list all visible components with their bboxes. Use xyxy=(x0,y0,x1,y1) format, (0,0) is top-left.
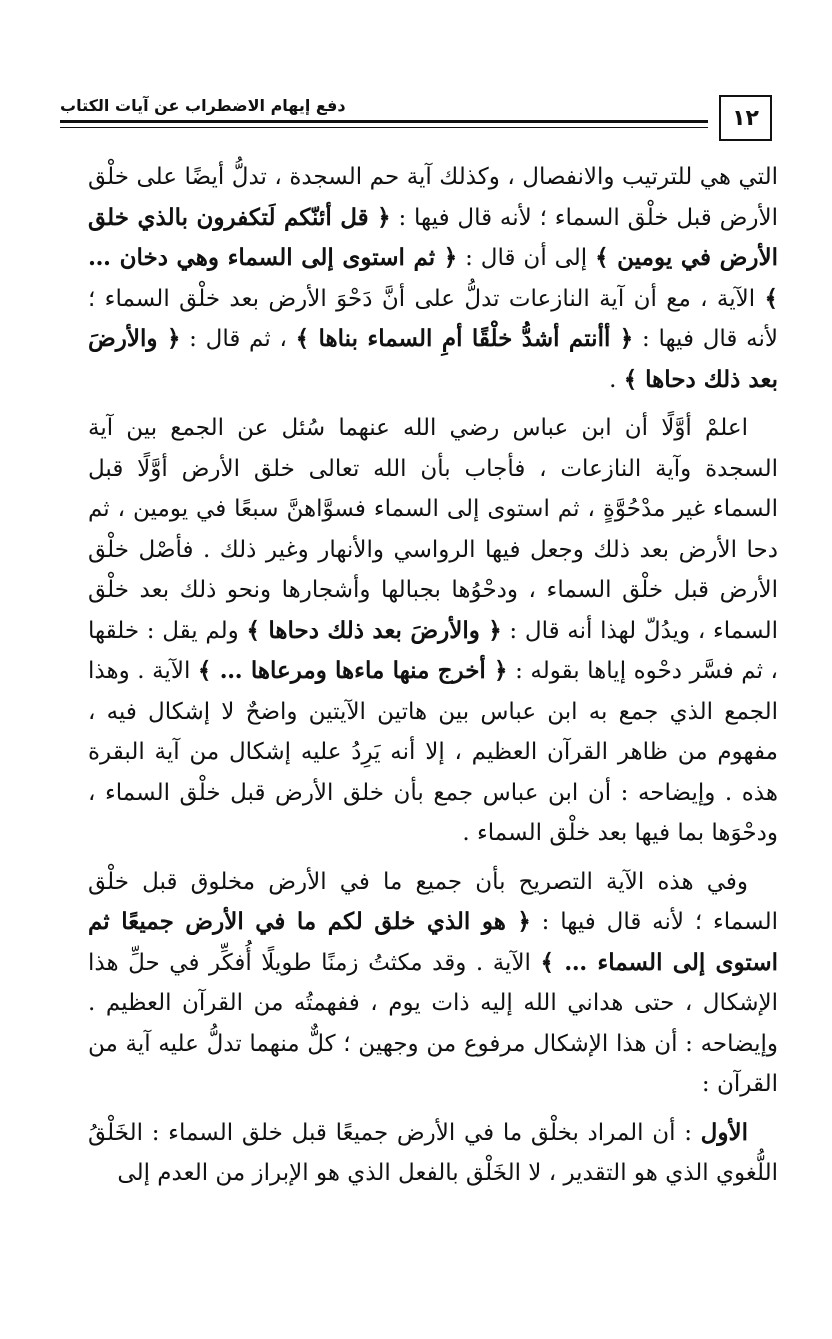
text-segment: اعلمْ أوَّلًا أن ابن عباس رضي الله عنهما سُئل عن الجمع بين آية السجدة وآية النازعات ، فأجاب بأن الله تعالى خلق الأرض أوَّلًا قبل السماء غير مدْحُوَّةٍ ، ثم استوى إلى السماء فسوَّاهنَّ سبعًا في يومين ، ثم دحا الأرض بعد ذلك وجعل فيها الرواسي والأنهار وغير ذلك . فأصْل خلْق الأرض قبل خلْق السماء ، ودحْوُها بجبالها وأشجارها ونحو ذلك بعد خلْق السماء ، ويدُلّ لهذا أنه قال : xyxy=(88,415,778,644)
text-segment: الآية ، مع أن آية النازعات تدلُّ على أنَّ دَحْوَ الأرض بعد خلْق السماء ؛ لأنه قال فيها : xyxy=(88,285,778,352)
text-segment: . xyxy=(609,366,624,393)
quran-verse: ﴿ ثم استوى إلى السماء وهي دخان … ﴾ xyxy=(88,244,778,312)
text-segment: إلى أن قال : xyxy=(457,245,596,271)
header-rule-thin xyxy=(60,127,708,128)
header-rule-thick xyxy=(60,120,708,123)
running-title: دفع إيهام الاضطراب عن آيات الكتاب xyxy=(60,96,346,115)
text-segment: الآية . وهذا الجمع الذي جمع به ابن عباس بين هاتين الآيتين واضحٌ لا إشكال فيه ، مفهوم من ظاهر القرآن العظيم ، إلا أنه يَرِدُ عليه إشكال من آية البقرة هذه . وإيضاحه : أن ابن عباس جمع بأن خلق الأرض قبل خلْق السماء ، ودحْوَها بما فيها بعد خلْق السماء . xyxy=(88,658,778,846)
quran-verse: ﴿ أخرج منها ماءها ومرعاها … ﴾ xyxy=(197,657,508,684)
text-segment: التي هي للترتيب والانفصال ، وكذلك آية حم السجدة ، تدلُّ أيضًا على خلْق الأرض قبل خلْق السماء ؛ لأنه قال فيها : xyxy=(88,164,778,231)
quran-verse: ﴿ هو الذي خلق لكم ما في الأرض جميعًا ثم استوى إلى السماء … ﴾ xyxy=(88,908,778,976)
text-segment: الآية . وقد مكثتُ زمنًا طويلًا أُفكِّر في حلِّ هذا الإشكال ، حتى هداني الله إليه ذات يوم ، ففهمتُه من القرآن العظيم . وإيضاحه : أن هذا الإشكال مرفوع من وجهين ؛ كلٌّ منهما تدلُّ عليه آية من القرآن : xyxy=(88,949,778,1097)
section-heading-first: الأول xyxy=(700,1118,748,1146)
paragraph-1 xyxy=(88,157,778,400)
text-segment: ولم يقل : خلقها ، ثم فسَّر دحْوه إياها بقوله : xyxy=(88,617,778,684)
page-number: ١٢ xyxy=(719,95,772,141)
text-segment: : أن المراد بخلْق ما في الأرض جميعًا قبل خلق السماء : الخَلْقُ اللُّغوي الذي هو التقدير ، لا الخَلْق بالفعل الذي هو الإبراز من العدم إلى xyxy=(88,1119,778,1186)
text-segment: وفي هذه الآية التصريح بأن جميع ما في الأرض مخلوق قبل خلْق السماء ؛ لأنه قال فيها : xyxy=(88,868,778,935)
paragraph-4 xyxy=(88,1113,778,1194)
quran-verse: ﴿ أأنتم أشدُّ خلْقًا أمِ السماء بناها ﴾ xyxy=(295,325,634,352)
quran-verse: ﴿ والأرضَ بعد ذلك دحاها ﴾ xyxy=(88,325,778,393)
paragraph-2 xyxy=(88,408,778,854)
body-text xyxy=(88,157,778,1194)
quran-verse: ﴿ قل أئنّكم لَتكفرون بالذي خلق الأرض في يومين ﴾ xyxy=(88,203,779,271)
quran-verse: ﴿ والأرضَ بعد ذلك دحاها ﴾ xyxy=(246,616,502,644)
paragraph-3 xyxy=(88,862,778,1105)
text-segment: ، ثم قال : xyxy=(180,326,296,352)
